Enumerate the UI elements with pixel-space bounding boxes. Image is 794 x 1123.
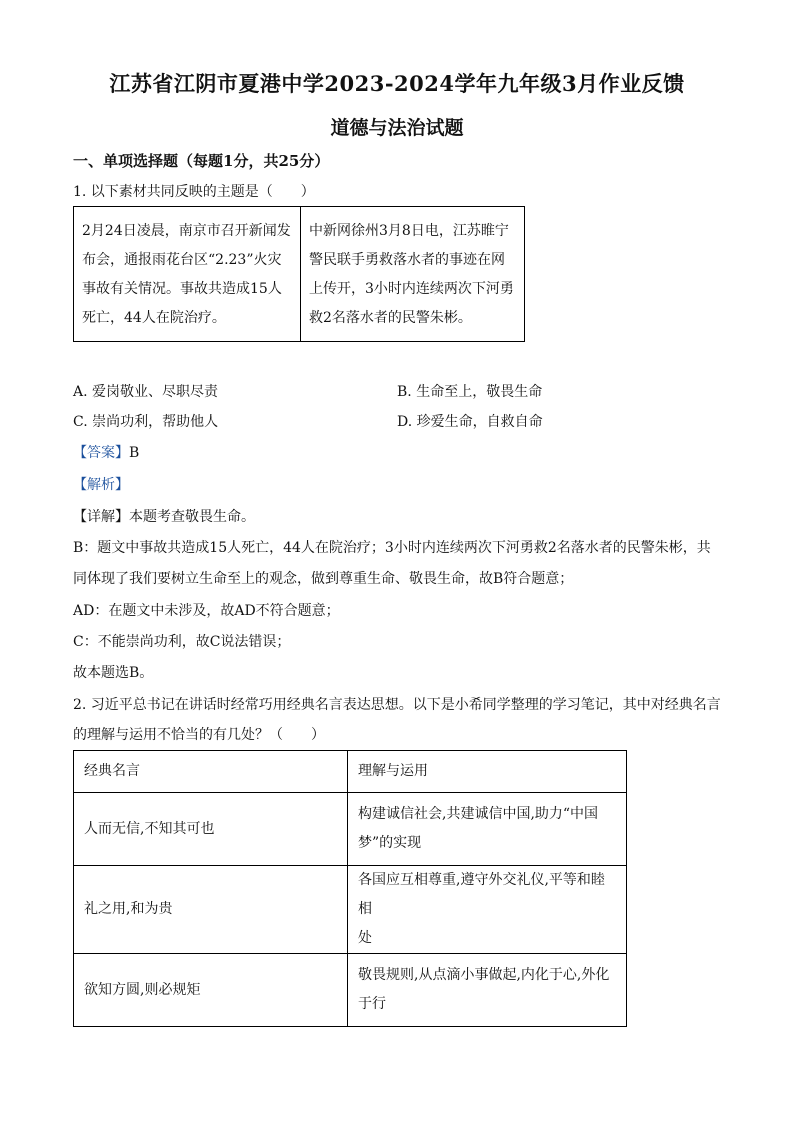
option-a: A. 爱岗敬业、尽职尽责 [73, 384, 219, 400]
explain-ad: AD：在题文中未涉及，故AD不符合题意； [73, 603, 340, 619]
section-heading: 一、单项选择题（每题1分，共25分） [73, 152, 330, 170]
understanding-line: 处 [358, 930, 372, 946]
understanding-line: 构建诚信社会,共建诚信中国,助力“中国 [358, 806, 599, 822]
quotes-table [73, 750, 627, 1027]
table-row [74, 954, 627, 1027]
understanding-cell [348, 954, 627, 1027]
understanding-line: 梦”的实现 [358, 835, 422, 851]
material-table [73, 206, 525, 342]
understanding-line: 于行 [358, 996, 386, 1012]
detail-text: 本题考查敬畏生命。 [129, 509, 255, 525]
material-right: 中新网徐州3月8日电，江苏睢宁警民联手勇救落水者的事迹在网上传开，3小时内连续两次下河勇救2名落水者的民警朱彬。 [301, 207, 525, 342]
header-understanding: 理解与运用 [348, 751, 627, 793]
question-1-stem: 1. 以下素材共同反映的主题是（ ） [73, 184, 315, 200]
understanding-line: 各国应互相尊重,遵守外交礼仪,平等和睦相 [358, 872, 605, 917]
option-d: D. 珍爱生命，自救自命 [397, 414, 543, 430]
conclusion: 故本题选B。 [73, 665, 154, 681]
quote-cell: 人而无信,不知其可也 [74, 793, 348, 866]
table-row [74, 866, 627, 954]
explain-c: C：不能崇尚功利，故C说法错误； [73, 634, 291, 650]
header-quote: 经典名言 [74, 751, 348, 793]
quote-cell: 礼之用,和为贵 [74, 866, 348, 954]
understanding-line: 敬畏规则,从点滴小事做起,内化于心,外化 [358, 967, 610, 983]
option-c: C. 崇尚功利，帮助他人 [73, 414, 219, 430]
detail-tag: 【详解】 [73, 509, 129, 525]
option-b: B. 生命至上，敬畏生命 [397, 384, 543, 400]
understanding-cell [348, 866, 627, 954]
explain-b-line1: B：题文中事故共造成15人死亡，44人在院治疗；3小时内连续两次下河勇救2名落水者的民警朱彬，共 [73, 540, 711, 556]
answer-tag: 【答案】 [73, 445, 129, 461]
answer-line [73, 442, 139, 462]
document-title: 江苏省江阴市夏港中学2023-2024学年九年级3月作业反馈 [109, 71, 685, 96]
explain-b-line2: 同体现了我们要树立生命至上的观念，做到尊重生命、敬畏生命，故B符合题意； [73, 571, 574, 587]
understanding-cell [348, 793, 627, 866]
material-left: 2月24日凌晨，南京市召开新闻发布会，通报雨花台区“2.23”火灾事故有关情况。事故共造成15人死亡，44人在院治疗。 [74, 207, 301, 342]
answer-value: B [129, 445, 140, 461]
analysis-tag: 【解析】 [73, 477, 129, 493]
detail-line [73, 506, 255, 526]
table-header-row [74, 751, 627, 793]
question-2-stem-line2: 的理解与运用不恰当的有几处？（ ） [73, 727, 325, 743]
question-2-stem-line1: 2. 习近平总书记在讲话时经常巧用经典名言表达思想。以下是小希同学整理的学习笔记，其中对经典名言 [73, 697, 721, 713]
quote-cell: 欲知方圆,则必规矩 [74, 954, 348, 1027]
document-subtitle: 道德与法治试题 [330, 117, 464, 139]
table-row [74, 793, 627, 866]
